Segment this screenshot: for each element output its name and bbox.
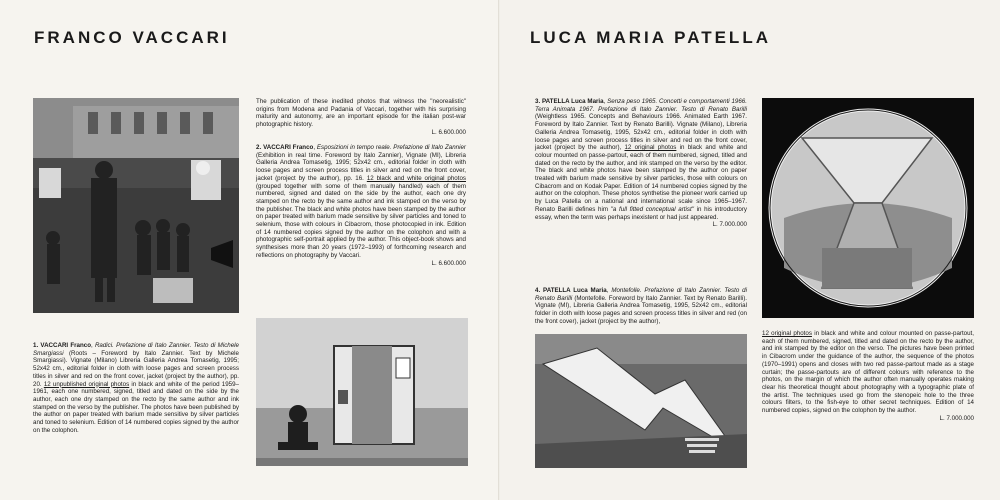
entry-2-number: 2. [256, 144, 262, 151]
entry-2-link: 12 black and white original photos [366, 174, 466, 182]
entry-1-details-b: in black and white of the period 1959–1961, each one numbered, signed, titled and dated on the side by the author, each one dry stamped on the recto by the same author and ink stamped on the verso by the publisher. The photos have been published by the author on paper treated with barium made sensitive by silver particles and toned to selenium. Edition of 14 numbered copies signed by the author on the colophon. [33, 380, 239, 434]
entry-2-title: Esposizioni in tempo reale. Prefazione di Italo Zannier [316, 144, 466, 151]
photo-fisheye-circle [762, 98, 974, 318]
entry-4-name: PATELLA Luca Maria [543, 287, 607, 294]
entry-4-link: 12 original photos [762, 330, 812, 337]
photo-photobooth [256, 318, 468, 466]
photo-arrow-landscape [535, 334, 747, 468]
entry-3-name: PATELLA Luca Maria [541, 98, 604, 105]
catalog-entry-4-continued [762, 330, 974, 422]
entry-1-number: 1. [33, 342, 39, 349]
intro-text: The publication of these inedited photos that witness the "neorealistic" origins from Modena and Padania of Vaccari, together with his surprising maturity and autonomy, are an important episode for the italian post-war photographic history. [256, 98, 466, 129]
catalog-entry-3: 3. PATELLA Luca Maria, Senza peso 1965. Concetti e comportamenti 1966. Terra Animata 1967. Prefazione di Italo Zannier. Testo di Renato Barilli (Weightless 1965. Concepts and Behaviours 1966. Animated Earth 1967. Foreword by Italo Zannier. Text by Renato Barilli). Vignate (Milano), Libreria Galleria Andrea Tomasetig, 1995, 52x42 cm., editorial folder in cloth with loose pages and screen process titles in silver and red on the front cover, jacket (project by the author), 12 original photos in black and white and colour mounted on passe-partout, each of them numbered, signed, titled and dated on the recto by the author, and ink stamped on the verso by the editor. The black and white photos have been stamped by the author on paper treated with barium made sensitive by silver particles, those with colours on Cibacrom and on Kodak Paper. Edition of 14 numbered copies signed by the author on the colophon. These photos synthetise the pioneer work carried up by Luca Patella on a national and international scale since 1965–1967. Renato Barilli defines him "a full fitted conceptual artist" in his introductory essay, when the term was perhaps inexistent or had just appeared. L. 7.000.000 [535, 98, 747, 229]
entry-3-number: 3. [535, 98, 541, 105]
artist-heading-patella: LUCA MARIA PATELLA [530, 28, 771, 47]
entry-4-price: L. 7.000.000 [939, 414, 974, 422]
entry-3-quote: "a full fitted conceptual artist" [610, 205, 694, 213]
entry-1-details-a: (Roots – Foreword by Italo Zannier. Text by Michele Smargiassi). Vignate (Milano) Libreria Galleria Andrea Tomasetig, 1995; 52x42 cm., editorial folder in cloth with loose pages and screen process titles in silver and red on the front cover, jacket (project by the author), pp. 20. [33, 349, 239, 388]
artist-heading-vaccari: FRANCO VACCARI [34, 28, 230, 47]
catalog-entry-1: 1. VACCARI Franco, Radici. Prefazione di Italo Zannier. Testo di Michele Smargiassi (Roots – Foreword by Italo Zannier. Text by Michele Smargiassi). Vignate (Milano) Libreria Galleria Andrea Tomasetig, 1995; 52x42 cm., editorial folder in cloth with loose pages and screen process titles in silver and red on the front cover, jacket (project by the author), pp. 20. 12 unpublished original photos in black and white of the period 1959–1961, each one numbered, signed, titled and dated on the side by the author, each one dry stamped on the recto by the same author and ink stamped on the verso by the publisher. The photos have been published by the author on paper treated with barium made sensitive by silver particles and toned to selenium. Edition of 14 numbered copies signed by the author on the colophon. [33, 342, 239, 434]
entry-1-title: Radici. Prefazione di Italo Zannier. Testo di Michele Smargiassi [33, 342, 239, 357]
entry-2-price: L. 6.600.000 [431, 259, 466, 267]
entry-3-price: L. 7.000.000 [712, 221, 747, 229]
entry-2-details-b: (grouped together with some of them manually handled) each of them numbered, signed and dated on the side by the author, each one dry stamped on the recto by the same author and ink stamped on the verso by the publisher. The black and white photos have been stamped by the author on paper treated with barium made sensitive by silver particles and toned to selenium, those with colours in Cibacrom, those photocopied in ink. Edition of 14 numbered copies signed by the author on the colophon and with a photographic self-portrait applied by the author. This object-book shows and synthesises more than 20 years (1972–1993) of forthcoming research and reflections on photography by Vaccari. [256, 182, 466, 259]
entry-4-number: 4. [535, 287, 541, 294]
entry-3-details-b: in black and white and colour mounted on passe-partout, each of them numbered, signed, titled and dated on the recto by the author, and ink stamped on the verso by the editor. [535, 144, 747, 167]
intro-paragraph [256, 98, 466, 137]
entry-1-name: VACCARI Franco [40, 342, 91, 349]
right-page [500, 0, 1000, 500]
entry-3-details-d: in his introductory essay, when the term was perhaps inexistent or had just appeared. [535, 205, 747, 221]
entry-3-details-a: (Weightless 1965. Concepts and Behaviours 1966. Animated Earth 1967. Foreword by Italo Zannier. Text by Renato Barilli). Vignate (Milano), Libreria Galleria Andrea Tomasetig, 1995, 52x42 cm., editorial folder in cloth with loose pages and screen process titles in silver and red on the front cover, jacket (project by the author), [535, 113, 747, 152]
intro-price: L. 6.600.000 [431, 128, 466, 136]
photo-street-scene [33, 98, 239, 313]
entry-3-title: Senza peso 1965. Concetti e comportamenti 1966. Terra Animata 1967. Prefazione di Italo Zannier. Testo di Renato Barilli [535, 98, 747, 113]
entry-4-details-b: in black and white and colour mounted on passe-partout, each of them numbered, signed, titled and dated on the recto by the author, and ink stamped by the editor on the verso. The pictures have been printed in Cibacrom under the guidance of the author, the sequence of the photos (1970–1991) opens and closes with two red passe-partout made as a stage curtain; the passe-partouts are of different colours with reference to the photos, on the margin of which the author often manually operates making clear his theoretical thought about photography with a typographic plate of the artist. The techniques used go from the stenopeic hole to the three colours filters, to the fish-eye to other secret techniques. Edition of 14 numbered copies, signed on the colophon by the author. [762, 330, 974, 415]
entry-4-details-a: (Montefolle. Foreword by Italo Zannier. Text by Renato Barilli). Vignate (MI), Libreria Galleria Andrea Tomasetig, 1995, 52x42 cm., editorial folder in cloth with loose pages and screen process titles in silver and red (on the front cover), jacket (project by the author), [535, 294, 747, 325]
catalog-entry-4: 4. PATELLA Luca Maria, Montefolle. Prefazione di Italo Zannier. Testo di Renato Barilli (Montefolle. Foreword by Italo Zannier. Text by Renato Barilli). Vignate (MI), Libreria Galleria Andrea Tomasetig, 1995, 52x42 cm., editorial folder in cloth with loose pages and screen process titles in silver and red (on the front cover), jacket (project by the author), [535, 287, 747, 325]
entry-2-details-a: (Exhibition in real time. Foreword by Italo Zannier), Vignate (MI), Libreria Galleria Andrea Tomasetig, 1995; 52x42 cm., editorial folder in cloth with loose pages and screen process titles in silver and red on the front cover, jacket (project by the author), pp. 16. [256, 151, 466, 182]
entry-3-link: 12 original photos [624, 144, 677, 152]
entry-3-details-c: The black and white photos have been stamped by the author on paper treated with barium made sensitive by silver particles, those with colours on Cibacrom and on Kodak Paper. Edition of 14 numbered copies signed by the author on the colophon. These photos synthetise the pioneer work carried up by Luca Patella on a national and international scale since 1965–1967. Renato Barilli defines him [535, 167, 747, 213]
entry-4-title: Montefolle. Prefazione di Italo Zannier. Testo di Renato Barilli [535, 287, 747, 302]
entry-1-link: 12 unpublished original photos [43, 380, 130, 388]
catalog-entry-2: 2. VACCARI Franco, Esposizioni in tempo reale. Prefazione di Italo Zannier (Exhibition in real time. Foreword by Italo Zannier), Vignate (MI), Libreria Galleria Andrea Tomasetig, 1995; 52x42 cm., editorial folder in cloth with loose pages and screen process titles in silver and red on the front cover, jacket (project by the author), pp. 16. 12 black and white original photos (grouped together with some of them manually handled) each of them numbered, signed and dated on the side by the author, each one dry stamped on the recto by the same author and ink stamped on the verso by the publisher. The black and white photos have been stamped by the author on paper treated with barium made sensitive by silver particles and toned to selenium, those with colours in Cibacrom, those photocopied in ink. Edition of 14 numbered copies signed by the author on the colophon and with a photographic self-portrait applied by the author. This object-book shows and synthesises more than 20 years (1972–1993) of forthcoming research and reflections on photography by Vaccari. L. 6.600.000 [256, 144, 466, 267]
entry-2-name: VACCARI Franco [263, 144, 314, 151]
